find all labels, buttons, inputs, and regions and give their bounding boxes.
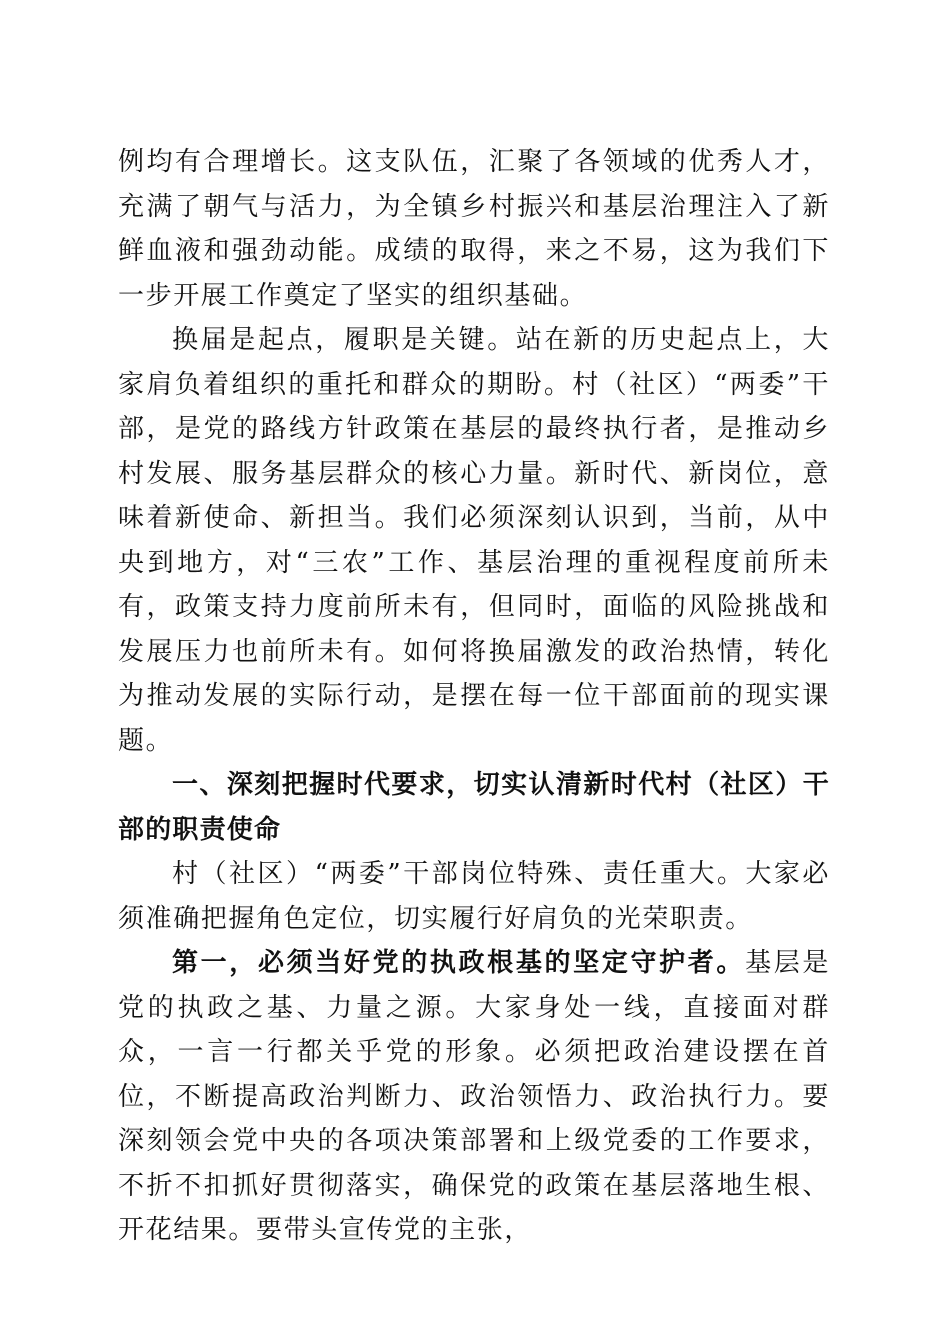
paragraph-continuation: 例均有合理增长。这支队伍，汇聚了各领域的优秀人才，充满了朝气与活力，为全镇乡村振兴和基层治理注入了新鲜血液和强劲动能。成绩的取得，来之不易，这为我们下一步开展工作奠定了坚实的组织基础。 [118, 147, 830, 311]
section-heading-1: 一、深刻把握时代要求，切实认清新时代村（社区）干部的职责使命 [118, 770, 830, 845]
first-point-lead: 第一，必须当好党的执政根基的坚定守护者。 [172, 948, 746, 978]
document-body [118, 140, 830, 1253]
paragraph-first-point [118, 941, 830, 1253]
paragraph-term-start: 换届是起点，履职是关键。站在新的历史起点上，大家肩负着组织的重托和群众的期盼。村（社区）“两委”干部，是党的路线方针政策在基层的最终执行者，是推动乡村发展、服务基层群众的核心力量。新时代、新岗位，意味着新使命、新担当。我们必须深刻认识到，当前，从中央到地方，对“三农”工作、基层治理的重视程度前所未有，政策支持力度前所未有，但同时，面临的风险挑战和发展压力也前所未有。如何将换届激发的政治热情，转化为推动发展的实际行动，是摆在每一位干部面前的现实课题。 [118, 325, 830, 756]
paragraph-role-intro: 村（社区）“两委”干部岗位特殊、责任重大。大家必须准确把握角色定位，切实履行好肩负的光荣职责。 [118, 859, 830, 934]
first-point-body: 基层是党的执政之基、力量之源。大家身处一线，直接面对群众，一言一行都关乎党的形象。必须把政治建设摆在首位，不断提高政治判断力、政治领悟力、政治执行力。要深刻领会党中央的各项决策部署和上级党委的工作要求，不折不扣抓好贯彻落实，确保党的政策在基层落地生根、开花结果。要带头宣传党的主张， [118, 948, 830, 1245]
